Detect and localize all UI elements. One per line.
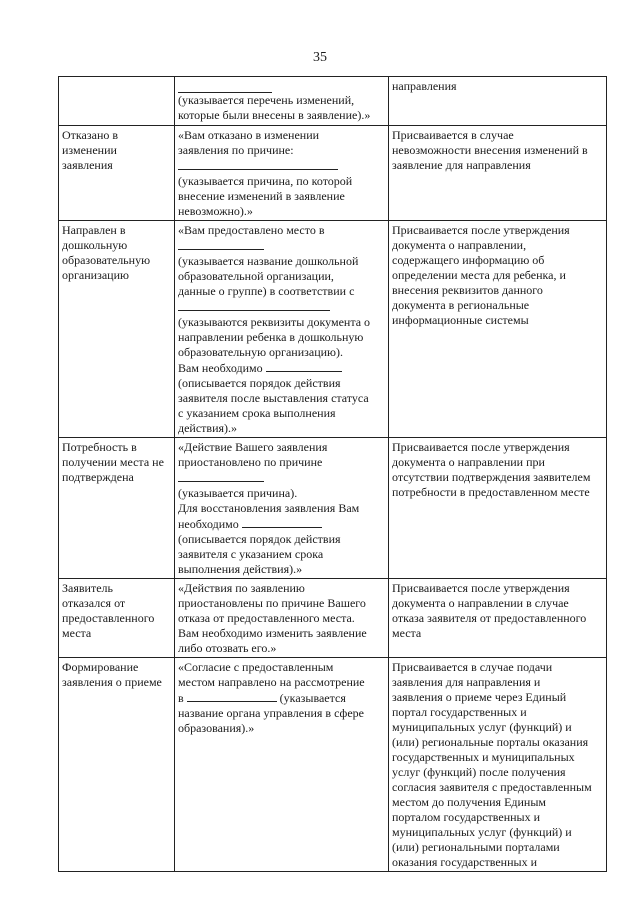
message-cell	[175, 658, 389, 872]
description-line: заявления о приеме через Единый	[392, 690, 567, 704]
message-line: заявителя с указанием срока	[178, 547, 324, 561]
message-line: образовательной организации,	[178, 269, 334, 283]
description-cell	[389, 438, 607, 579]
status-line: места	[62, 626, 92, 640]
description-line: муниципальных услуг (функций) и	[392, 825, 572, 839]
message-line: с указанием срока выполнения	[178, 406, 336, 420]
description-line: Присваивается после утверждения	[392, 440, 570, 454]
status-line: Формирование	[62, 660, 139, 674]
message-line: «Вам предоставлено место в	[178, 223, 325, 237]
description-line: отказа заявителя от предоставленного	[392, 611, 587, 625]
status-line: дошкольную	[62, 238, 128, 252]
message-line: (описывается порядок действия	[178, 532, 341, 546]
blank-line	[178, 299, 385, 315]
message-cell	[175, 221, 389, 438]
message-line: внесение изменений в заявление	[178, 189, 345, 203]
status-line: предоставленного	[62, 611, 155, 625]
description-line: (или) региональные порталы оказания	[392, 735, 589, 749]
description-line: заявление для направления	[392, 158, 531, 172]
description-line: направления	[392, 79, 457, 93]
description-cell	[389, 658, 607, 872]
description-cell	[389, 126, 607, 221]
description-line: документа о направлении в случае	[392, 596, 569, 610]
description-line: внесения реквизитов данного	[392, 283, 543, 297]
status-line: изменении	[62, 143, 117, 157]
description-line: информационные системы	[392, 313, 529, 327]
message-line: образовательную организацию).	[178, 345, 344, 359]
status-line: организацию	[62, 268, 129, 282]
description-line: порталом государственных и	[392, 810, 541, 824]
message-line: либо отозвать его.»	[178, 641, 277, 655]
status-line: отказался от	[62, 596, 126, 610]
status-cell	[59, 658, 175, 872]
message-line: название органа управления в сфере	[178, 706, 364, 720]
description-line: документа о направлении,	[392, 238, 527, 252]
description-line: Присваивается после утверждения	[392, 581, 570, 595]
description-line: Присваивается в случае	[392, 128, 514, 142]
description-line: определении места для ребенка, и	[392, 268, 566, 282]
description-cell	[389, 579, 607, 658]
message-line: «Действие Вашего заявления	[178, 440, 328, 454]
message-line-with-blank: Вам необходимо	[178, 360, 385, 376]
status-line: подтверждена	[62, 470, 134, 484]
message-cell	[175, 579, 389, 658]
description-cell	[389, 221, 607, 438]
message-line: заявителя после выставления статуса	[178, 391, 369, 405]
message-line: (указывается перечень изменений,	[178, 93, 355, 107]
table-row	[59, 579, 607, 658]
message-line: «Вам отказано в изменении	[178, 128, 320, 142]
status-table	[58, 76, 607, 872]
blank-line	[178, 470, 385, 486]
blank-line	[178, 238, 385, 254]
message-line: местом направлено на рассмотрение	[178, 675, 365, 689]
message-line: (указывается причина).	[178, 486, 298, 500]
blank-line	[178, 81, 272, 93]
message-cell	[175, 77, 389, 126]
description-cell	[389, 77, 607, 126]
status-line: образовательную	[62, 253, 151, 267]
status-line: Направлен в	[62, 223, 126, 237]
status-line: Отказано в	[62, 128, 119, 142]
status-cell	[59, 579, 175, 658]
message-line: (указывается название дошкольной	[178, 254, 359, 268]
description-line: отсутствии подтверждения заявителем	[392, 470, 591, 484]
message-line: данные о группе) в соответствии с	[178, 284, 355, 298]
message-cell	[175, 126, 389, 221]
message-line: невозможно).»	[178, 204, 253, 218]
description-line: места	[392, 626, 422, 640]
status-cell	[59, 438, 175, 579]
message-line: образования).»	[178, 721, 255, 735]
table-row	[59, 126, 607, 221]
table-row	[59, 438, 607, 579]
message-line: направлении ребенка в дошкольную	[178, 330, 364, 344]
description-line: согласия заявителя с предоставленным	[392, 780, 592, 794]
status-line: Заявитель	[62, 581, 113, 595]
message-line: Для восстановления заявления Вам	[178, 501, 360, 515]
description-line: потребности в предоставленном месте	[392, 485, 590, 499]
status-line: заявления	[62, 158, 113, 172]
description-line: документа о направлении при	[392, 455, 545, 469]
message-line: действия).»	[178, 421, 238, 435]
table-row	[59, 221, 607, 438]
message-line: отказа от предоставленного места.	[178, 611, 355, 625]
message-line: Вам необходимо изменить заявление	[178, 626, 367, 640]
description-line: оказания государственных и	[392, 855, 537, 869]
message-line-with-blank: необходимо	[178, 516, 385, 532]
message-line-with-blank: в (указывается	[178, 691, 346, 705]
message-line: выполнения действия).»	[178, 562, 303, 576]
message-cell	[175, 438, 389, 579]
description-line: заявления для направления и	[392, 675, 541, 689]
status-cell	[59, 77, 175, 126]
description-line: документа в региональные	[392, 298, 530, 312]
description-line: содержащего информацию об	[392, 253, 545, 267]
message-line: заявления по причине:	[178, 143, 294, 157]
message-line: «Действия по заявлению	[178, 581, 305, 595]
description-line: услуг (функций) после получения	[392, 765, 566, 779]
message-line: приостановлены по причине Вашего	[178, 596, 366, 610]
blank-line	[178, 158, 385, 174]
status-line: получении места не	[62, 455, 164, 469]
message-line: приостановлено по причине	[178, 455, 323, 469]
message-line: (указываются реквизиты документа о	[178, 315, 371, 329]
status-line: заявления о приеме	[62, 675, 162, 689]
description-line: муниципальных услуг (функций) и	[392, 720, 572, 734]
description-line: Присваивается после утверждения	[392, 223, 570, 237]
description-line: невозможности внесения изменений в	[392, 143, 588, 157]
message-line: которые были внесены в заявление).»	[178, 108, 371, 122]
status-cell	[59, 221, 175, 438]
description-line: портал государственных и	[392, 705, 527, 719]
status-cell	[59, 126, 175, 221]
description-line: (или) региональными порталами	[392, 840, 560, 854]
message-line: «Согласие с предоставленным	[178, 660, 334, 674]
message-line: (описывается порядок действия	[178, 376, 341, 390]
status-line: Потребность в	[62, 440, 137, 454]
table-row	[59, 77, 607, 126]
description-line: Присваивается в случае подачи	[392, 660, 553, 674]
description-line: государственных и муниципальных	[392, 750, 575, 764]
page-number: 35	[313, 50, 327, 65]
message-line: (указывается причина, по которой	[178, 174, 353, 188]
description-line: местом до получения Единым	[392, 795, 547, 809]
table-row	[59, 658, 607, 872]
